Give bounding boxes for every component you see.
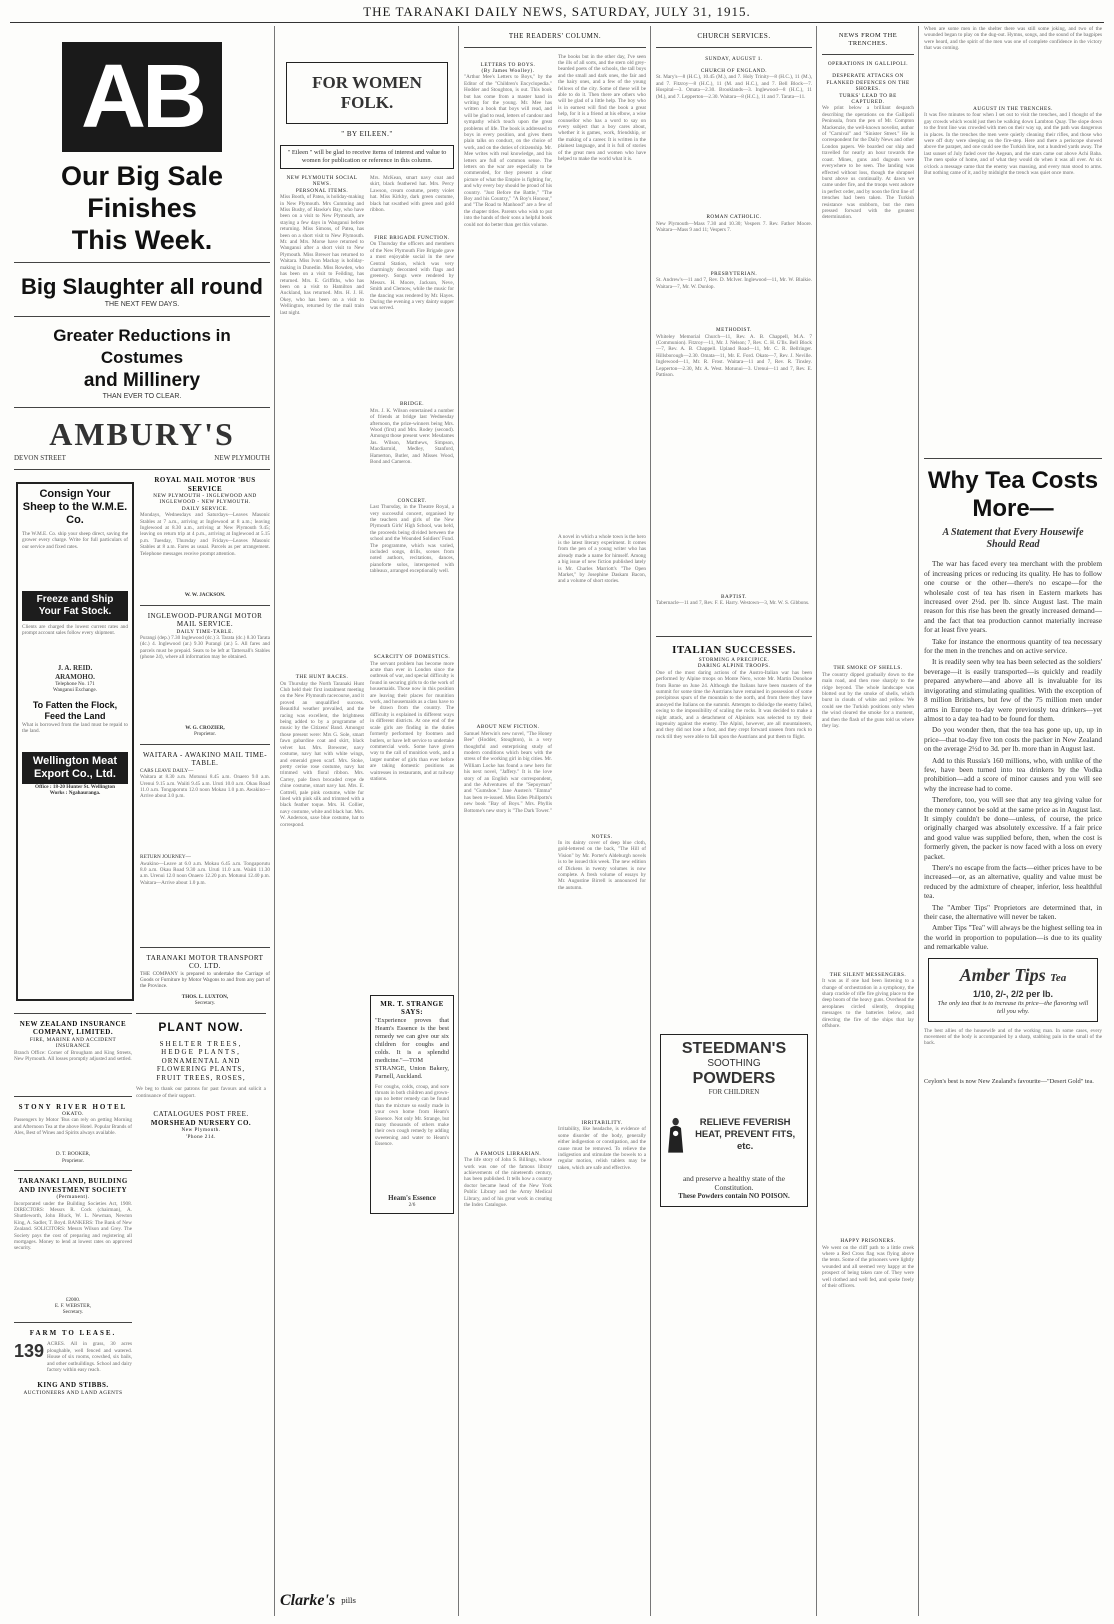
column-trenches: NEWS FROM THE TRENCHES. OPERATIONS IN GALLIPOLI. DESPERATE ATTACKS ON FLANKED DEFENCES ON THE SHORES. TURKS' LEAD TO BE CAPTURED. We print below a brilliant despatch describing the operations on the Gallipoli Peninsula, from the pen of Mr. Compton Mackenzie, the well-known novelist, author of "Carnival" and "Sinister Street." He is correspondent for the Daily News and other London papers. We boarded our ship and travelled for nearly an hour towards the coast. Mines, guns and dugouts were everywhere to be seen. The landing was effected without loss, though the shrapnel burst above us continually. At dawn we came under fire, and the troops went ashore in perfect order, and by noon the first line of trenches had been taken. The Turkish resistance was stubborn, but the men pressed forward with the greatest determination. THE SMOKE OF SHELLS. The country dipped gradually down to the main road, and then rose sharply to the ridge beyond. The whole landscape was blotted out by the smoke of shells, which burst in clouds of white and yellow. We could see the Turkish positions only when the wind cleared the smoke for a moment, and then the flash of the guns told us where they lay. THE SILENT MESSENGERS. It was as if one had been listening to a change of orchestration in a symphony, the sharp crackle of rifle fire giving place to the deep boom of the heavy guns. Overhead the aeroplanes circled silently, dropping messages to the batteries below, and directing the fire of the ships that lay offshore. HAPPY PRISONERS. We went on the cliff path to a little creek where a Red Cross flag was flying above the tents. Some of the prisoners were lightly wounded and all seemed very happy at the prospect of being taken care of. They were well clothed and well fed, and spoke freely of their officers.: [822, 32, 914, 1290]
waitara-cars-leave: CARS LEAVE DAILY—: [140, 767, 194, 774]
tea-para-3: It is readily seen why tea has been selected as the soldiers' beverage—it is easily transported—is quickly and readily prepared anywhere—and above all is invaluable for its invigorating and stimulating qualities. With the exception of 8 million Britishers, but few of the 75 million men under arms in Europe to-day were previously tea drinkers—yet almost to a day tea had to be found for them.: [924, 657, 1102, 723]
amber-tips-prices: 1/10, 2/-, 2/2 per lb.: [972, 988, 1054, 999]
women-title: FOR WOMEN FOLK.: [286, 62, 448, 124]
clarke-pills: pills: [341, 1597, 356, 1605]
plant-nursery: MORSHEAD NURSERY CO.: [150, 1118, 252, 1127]
clarke-name: Clarke's: [280, 1592, 336, 1609]
wme-office: Office : 18-20 Hunter St. Wellington: [35, 783, 115, 790]
transport-title: TARANAKI MOTOR TRANSPORT CO. LTD.: [146, 953, 264, 971]
readers-title: THE READERS' COLUMN.: [508, 32, 602, 40]
tea-august: AUGUST IN THE TRENCHES.: [973, 106, 1053, 112]
tea-title-text: Why Tea Costs More: [927, 467, 1099, 523]
ambury-sub-3: THE NEXT FEW DAYS.: [104, 301, 180, 308]
strange-ad: MR. T. STRANGE SAYS: "Experience proves that Heam's Essence is the best remedy we can give our six children for coughs and colds. It is a splendid medicine."—TOM STRANGE, Union Bakery, Parnell, Auckland. For coughs, colds, croup, and sore throats in both children and grown-ups no better remedy can be found than the mixture so easily made in your own home from Heam's Essence. Not only Mr. Strange, but many thousands of others make their own cough remedy by adding sweetening and water to Heam's Essence. Heam's Essence 2/6: [370, 995, 454, 1214]
insurance-sub: FIRE, MARINE AND ACCIDENT INSURANCE: [29, 1036, 117, 1050]
steedmans-preserve: and preserve a healthy state of the Constitution.: [682, 1174, 786, 1193]
readers-irritability: IRRITABILITY.: [581, 1119, 623, 1126]
italian-title: ITALIAN SUCCESSES.: [672, 643, 796, 656]
waitara-title: WAITARA - AWAKINO MAIL TIME-TABLE.: [142, 750, 268, 768]
clarke-pills-ad: [280, 1590, 454, 1612]
church-baptist: BAPTIST.: [721, 593, 747, 600]
ambury-street: DEVON STREET: [14, 454, 66, 462]
heams-name: Heam's Essence: [388, 1193, 436, 1202]
tea-title: [924, 467, 1102, 523]
column-divider: [816, 26, 817, 1616]
women-fire: FIRE BRIGADE FUNCTION.: [374, 235, 450, 241]
tea-para-9: Amber Tips "Tea" will always be the highest selling tea in the world in proportion to population—is due to its quality and remarkable value.: [924, 923, 1102, 952]
newspaper-masthead: THE TARANAKI DAILY NEWS, SATURDAY, JULY 31, 1915.: [363, 4, 751, 19]
land-society-secretary: E. F. WEBSTER,: [54, 1303, 92, 1310]
church-presbyterian: PRESBYTERIAN.: [710, 270, 758, 277]
royal-mail-title: ROYAL MAIL MOTOR 'BUS SERVICE: [154, 476, 256, 493]
tea-para-6: Therefore, too, you will see that any tea giving value for the money cannot be sold at the same price as in August last. It simply couldn't be done—unless, of course, the price originally charged was absolutely excessive. If a fair price and good value was supplied before, then, when the cost is formerly given, the packer is now faced with a loss on every packet.: [924, 795, 1102, 861]
tea-lead: A Statement that Every Housewife Should Read: [942, 527, 1084, 551]
tea-ceylon: Ceylon's best is now New Zealand's favourite—"Desert Gold" tea.: [924, 1077, 1094, 1085]
women-byline: " BY EILEEN.": [341, 130, 393, 138]
readers-librarian: A FAMOUS LIBRARIAN.: [474, 1150, 542, 1157]
plant-phone: 'Phone 214.: [186, 1133, 216, 1140]
amber-tips-ad: [928, 958, 1098, 1022]
women-concert: CONCERT.: [397, 497, 427, 504]
heams-price: 2/6: [408, 1202, 416, 1209]
strange-title: MR. T. STRANGE SAYS:: [380, 999, 444, 1017]
column-divider: [274, 26, 275, 1616]
amber-tips-tagline: The only tea that is to increase its price—the flavoring will tell you why.: [937, 999, 1089, 1015]
trenches-gallipoli: OPERATIONS IN GALLIPOLI.: [827, 61, 909, 67]
column-church: CHURCH SERVICES. SUNDAY, AUGUST 1. CHURCH OF ENGLAND. St. Mary's—8 (H.C.), 10.45 (M.), and 7. Holy Trinity—8 (H.C.), 11 (M.), and 7. Fitzroy—8 (H.C.), 11 (M. and H.C.), and 7. Bell Block—7. Hospital—3. Omata—2.30. Brooklands—3. Inglewood—8 (H.C.), 11 (M.), and 7. Lepperton—2.30. Waitara—8 (H.C.), 11 and 7. Tarata—11. ROMAN CATHOLIC. New Plymouth—Mass 7.30 and 10.30; Vespers 7. Rev. Father Moore. Waitara—Mass 9 and 11; Vespers 7. PRESBYTERIAN. St. Andrew's—11 and 7, Rev. D. McIver. Inglewood—11, Mr. W. Blaikie. Waitara—7, Mr. W. Dunlop. METHODIST. Whiteley Memorial Church—11, Rev. A. B. Chappell, M.A. 7 (Communion). Fitzroy—11, Mr. J. Nelson; 7, Rev. C. H. G'Ils. Bell Block—7, Rev. A. B. Chappell. Upland Road—11, Mr. C. R. Bellringer. Hillsborough—2.30. Omata—11, Mr. E. Ford. Okato—7, Rev. J. Neville. Inglewood—11, Mr. R. Frost. Waitara—11 and 7, Rev. R. Tinsley. Lepperton—2.30, Mr. A. West. Motunui—3. Urenui—11 and 7, Rev. E. Pattison. BAPTIST. Tabernacle—11 and 7, Rev. F. E. Harry. Westown—3, Mr. W. S. Gibbons. ITALIAN SUCCESSES. STORMING A PRECIPICE. DARING ALPINE TROOPS. One of the most daring actions of the Austro-Italian war has been performed by Alpine troops on Monte Nero, wrote Mr. Martin Donohoe from Rome on June 24. Although the Italians have been masters of the summit for some time the Austrians have remained in possession of some precipitous spurs of the mountain to the north, and from there they have annoyed the Italians on the summit. Attempts to dislodge the enemy failed, owing to the impossibility of scaling the rocks. It was decided to make a night attack, and a detachment of Alpinists was selected to try their ingenuity against the enemy. The Alpini, however, are all mountaineers, and they did not lose a foot, and they crept forward unseen from rock to rock till they were able to fall upon the Austrians and put them to flight. STEEDMAN'S SOOTHING POWDERS FOR CHILDREN RELIEVE FEVERISH HEAT, PREVENT FITS, etc. and preserve a healthy state of the Constitution. These Powders contain NO POISON.: [656, 26, 812, 1616]
ambury-address: [14, 454, 270, 463]
wme-phone: Telephone No. 171: [55, 681, 95, 687]
land-society-sub: (Permanent).: [56, 1194, 90, 1201]
land-society-title: TARANAKI LAND, BUILDING AND INVESTMENT SOCIETY: [18, 1177, 128, 1194]
inglewood-daily: DAILY TIME-TABLE.: [176, 628, 234, 635]
royal-mail-sub: NEW PLYMOUTH - INGLEWOOD AND INGLEWOOD - NEW PLYMOUTH.: [153, 493, 257, 506]
steedmans-no-poison: These Powders contain NO POISON.: [678, 1192, 790, 1201]
plant-hedge: HEDGE PLANTS,: [161, 1048, 241, 1057]
column-divider: [918, 26, 919, 1616]
inglewood-title: INGLEWOOD-PURANGI MOTOR MAIL SERVICE.: [147, 611, 263, 629]
church-methodist: METHODIST.: [716, 327, 752, 334]
women-personal: PERSONAL ITEMS.: [295, 187, 349, 194]
trenches-smoke: THE SMOKE OF SHELLS.: [833, 665, 903, 672]
wme-place: ARAMOHO.: [55, 672, 95, 681]
masthead-rule: [10, 22, 1104, 23]
women-bridge: BRIDGE.: [399, 401, 425, 408]
amber-tips-suffix: Tea: [1050, 971, 1067, 984]
wme-exchange: Wanganui Exchange.: [53, 687, 97, 694]
steedmans-name: STEEDMAN'S: [681, 1039, 787, 1057]
transport-body: THE COMPANY is prepared to undertake the Carriage of Goods or Furniture by Motor Wagons to and from any part of the Province.: [140, 970, 270, 990]
inglewood-role: Proprietor.: [193, 731, 217, 738]
amber-tips-brand: [934, 964, 1092, 989]
church-england: CHURCH OF ENGLAND.: [700, 67, 768, 74]
church-catholic: ROMAN CATHOLIC.: [706, 214, 762, 221]
tea-para-1: The war has faced every tea merchant with the problem of increasing prices or reducing its quality. He has to follow one course or the other—there's no escape—for the wholesale cost of tea has risen in Eastern markets has increased over 2½d. per lb. since August last. The main reason for this rise has been the greatly increased demand—and the fact that tea production cannot materially increase for at least five years.: [924, 559, 1102, 635]
stony-title: STONY RIVER HOTEL: [18, 1102, 128, 1111]
insurance-title: NEW ZEALAND INSURANCE COMPANY, LIMITED.: [19, 1019, 127, 1037]
wme-works: Works : Ngahauranga.: [49, 790, 101, 797]
trenches-messengers: THE SILENT MESSENGERS.: [829, 971, 907, 978]
column-divider: [650, 26, 651, 1616]
women-notice: " Eileen " will be glad to receive items of interest and value to women for publication or reference in this column.: [280, 145, 454, 169]
amber-tips-name: Amber Tips: [959, 964, 1046, 985]
steedmans-relieve: RELIEVE FEVERISH HEAT, PREVENT FITS, etc.: [695, 1117, 796, 1153]
plant-catalogue: CATALOGUES POST FREE.: [153, 1110, 249, 1119]
royal-mail-owner: W. W. JACKSON.: [184, 592, 226, 599]
plant-ornamental: ORNAMENTAL AND FLOWERING PLANTS,: [156, 1056, 246, 1074]
waitara-return: RETURN JOURNEY—: [140, 854, 191, 861]
plant-nursery-place: New Plymouth.: [181, 1127, 221, 1134]
trenches-title: NEWS FROM THE TRENCHES.: [838, 32, 898, 47]
land-society-role: Secretary.: [62, 1309, 84, 1316]
royal-mail-daily: DAILY SERVICE.: [181, 505, 229, 512]
women-scarcity: SCARCITY OF DOMESTICS.: [373, 654, 451, 661]
plant-fruit: FRUIT TREES, ROSES,: [156, 1073, 246, 1082]
tea-para-7: There's no escape from the facts—either prices have to be increased—or, as an alternative, quality and value must be reduced by the admixture of cheaper, inferior, less healthful tea.: [924, 863, 1102, 901]
inglewood-owner: W. G. CROZIER,: [185, 725, 225, 732]
steedmans-powders: POWDERS: [692, 1069, 776, 1087]
ambury-logo: AB: [62, 42, 222, 152]
steedmans-soothing: SOOTHING: [707, 1057, 761, 1069]
church-title: CHURCH SERVICES.: [697, 32, 771, 40]
tea-para-8: The "Amber Tips" Proprietors are determined that, in their case, the alternative will never be taken.: [924, 902, 1102, 922]
plant-shelter: SHELTER TREES,: [159, 1039, 243, 1048]
ambury-headline-5: and Millinery: [83, 369, 201, 391]
land-society-capital: £2000.: [65, 1296, 81, 1303]
wme-title: Consign Your Sheep to the W.M.E. Co.: [22, 488, 128, 526]
trenches-desperate: DESPERATE ATTACKS ON FLANKED DEFENCES ON THE SHORES.: [826, 73, 910, 93]
stony-owner: D. T. BOOKER,: [55, 1151, 91, 1158]
column-tea: When are some men in the shelter there was still some joking, and two of the wounded began to play on the dug-out. Hymns, songs, and the sound of the bagpipes were heard, and the spirit of the men was one of complete confidence in the victory that was coming. AUGUST IN THE TRENCHES. It was five minutes to four when I set out to visit the trenches, and I thought of the gay crowds which would just then be walking down Lambton Quay. The slope down to the front line was crowded with men on their way up, and the path was dangerous in places. In the trenches the men were quietly cleaning their rifles, and those who were off duty were sleeping on the fire-step. Here and there a periscope showed above the parapet, and one could see the Turkish line, not a hundred yards away. The last sunset of July faded over the Aegean, and the stars came out above Achi Baba. The men spoke of home, and of what they would do when it was all over. At six o'clock a message came that the enemy was massing, and every man stood to arms. But nothing came of it, and by midnight the trench was quiet once more. Why Tea Costs More— A Statement that Every Housewife Should Read The war has faced every tea merchant with the problem of increasing prices or reducing its quality. He has to follow one course or the other—there's no escape—for the wholesale cost of tea has risen in Eastern markets has increased over 2½d. per lb. since August last. The main reason for this rise has been the greatly increased demand—and the fact that tea production cannot materially increase for at least five years. Take for instance the enormous quantity of tea necessary for the men in the trenches and on active service. It is readily seen why tea has been selected as the soldiers' beverage—it is easily transported—is quickly and readily prepared anywhere—and above all is invaluable for its invigorating and stimulating qualities. With the exception of 8 million Britishers, but few of the 75 million men under arms in Europe to-day were previously tea drinkers—yet almost to a day tea had to be found for them. Do you wonder then, that the tea has gone up, up, up in price—that to-day five ton costs the packer in New Zealand on the average 2½d to 3d. per lb. more than in August last. Add to this Russia's 160 millions, who, with unlike of the few, have been turned into tea drinkers by the Vodka prohibition—add a score of minor causes and you will see why the increase had to come. Therefore, too, you will see that any tea giving value for the money cannot be sold at the same price as in August last. It simply couldn't be done—unless, of course, the price originally charged was absolutely excessive. If a fair price and good value was supplied before, then, when the cost is formerly given, the packer is now faced with a loss on every packet. There's no escape from the facts—either prices have to be increased—or, as an alternative, quality and value must be reduced by the admixture of cheaper, inferior, less healthful tea. The "Amber Tips" Proprietors are determined that, in their case, the alternative will never be taken. Amber Tips "Tea" will always be the highest selling tea in the world in proportion to population—is due to its quality and remarkable value. Amber Tips Tea 1/10, 2/-, 2/2 per lb. The only tea that is to increase its price—the flavoring will tell you why. The best allies of the housewife and of the working man. In some cases, every movement of the body is accompanied by a sharp, stabbing pain in the small of the back. Ceylon's best is now New Zealand's favourite—"Desert Gold" tea.: [924, 26, 1102, 1085]
tea-para-4: Do you wonder then, that the tea has gone up, up, up in price—that to-day five ton costs the packer in New Zealand on the average 2½d to 3d. per lb. more than in August last.: [924, 725, 1102, 754]
steedmans-ad: [660, 1034, 808, 1208]
ambury-name: AMBURY'S: [49, 416, 235, 452]
stony-place: OKATO.: [62, 1111, 84, 1117]
wme-fatten: To Fatten the Flock, Feed the Land: [32, 699, 118, 721]
wme-ad: Consign Your Sheep to the W.M.E. Co. The W.M.E. Co. ship your sheep direct, saving the grower every charge. Write for full particulars of our service and fixed rates. Freeze and Ship Your Fat Stock. Clients are charged the lowest current rates and prompt account sales follow every shipment. J. A. REID. ARAMOHO. Telephone No. 171 Wanganui Exchange. To Fatten the Flock, Feed the Land What is borrowed from the land must be repaid to the land. Wellington Meat Export Co., Ltd. Office : 18-20 Hunter St. Wellington Works : Ngahauranga.: [16, 482, 134, 1001]
women-social: NEW PLYMOUTH SOCIAL NEWS.: [286, 175, 358, 188]
farm-firm: KING AND STIBBS.: [37, 1381, 109, 1390]
readers-notes: NOTES.: [591, 833, 613, 840]
readers-letters: LETTERS TO BOYS.: [480, 61, 536, 68]
ambury-headline-1: Our Big Sale Finishes: [60, 161, 224, 223]
church-sunday: SUNDAY, AUGUST 1.: [705, 55, 763, 62]
trenches-turks: TURKS' LEAD TO BE CAPTURED.: [839, 92, 897, 106]
farm-title: FARM TO LEASE.: [29, 1328, 117, 1337]
transport-role: Secretary.: [194, 1000, 216, 1007]
tea-para-5: Add to this Russia's 160 millions, who, with unlike of the few, have been turned into tea drinkers by the Vodka prohibition—add a score of minor causes and you will see why the increase had to come.: [924, 755, 1102, 793]
transport-secretary: THOS. L. LUXTON,: [181, 993, 229, 1000]
column-ads-left: AB Our Big Sale Finishes This Week. Big Slaughter all round THE NEXT FEW DAYS. Greater Reductions in Costumes and Millinery THAN EVER TO CLEAR. AMBURY'S DEVON STREET NEW PLYMOUTH Consign Your Sheep to the W.M.E. Co. The W.M.E. Co. ship your sheep direct, saving the grower every charge. Write for full particulars of our service and fixed rates. Freeze and Ship Your Fat Stock. Clients are charged the lowest current rates and prompt account sales follow every shipment. J. A. REID. ARAMOHO. Telephone No. 171 Wanganui Exchange. To Fatten the Flock, Feed the Land What is borrowed from the land must be repaid to the land. Wellington Meat Export Co., Ltd. Office : 18-20 Hunter St. Wellington Works : Ngahauranga. ROYAL MAIL MOTOR 'BUS SERVICE NEW PLYMOUTH - INGLEWOOD AND INGLEWOOD - NEW PLYMOUTH. DAILY SERVICE. Mondays, Wednesdays and Saturdays—Leaves Masonic Stables at 7 a.m., arriving at Inglewood at 8 a.m.; leaving Inglewood at 8.30 a.m., arriving at New Plymouth 9.45; leaving on return trip at 4 p.m., arriving at Inglewood at 5.15 p.m. Tuesday, Thursday and Fridays—Leaves Masonic Stables at 8 a.m. Fares as usual. Parcels as per arrangement. Telephone messages receive prompt attention. W. W. JACKSON. INGLEWOOD-PURANGI MOTOR MAIL SERVICE. DAILY TIME-TABLE. Purangi (dep.) 7.30 Inglewood (dc.) 3. Tarata (dc.) 8.30 Tarata (dc.) 4. Inglewood (ar.) 9.30 Purangi (ar.) 5. All fares and parcels must be prepaid. Seats to be left at Tattersall's Stables (phone 24), where all information may be obtained. W. G. CROZIER, Proprietor. WAITARA - AWAKINO MAIL TIME-TABLE. CARS LEAVE DAILY— Waitara at 8.30 a.m. Motunui 8.45 a.m. Onaero 9.0 a.m. Urenui 9.15 a.m. Waiiti 9.45 a.m. Uruti 10.0 a.m. Okau Road 11.0 a.m. Tongaporutu 12.0 noon Mokau 1.0 p.m. Awakino—Arrive about 3.0 p.m. RETURN JOURNEY— Awakino—Leave at 6.0 a.m. Mokau 6.45 a.m. Tongaporutu 8.0 a.m. Okau Road 9.30 a.m. Uruti 11.0 a.m. Waiiti 11.30 a.m. Urenui 12.0 noon Onaero 12.20 p.m. Motunui 12.40 p.m. Waitara—Arrive about 1.0 p.m. TARANAKI MOTOR TRANSPORT CO. LTD. THE COMPANY is prepared to undertake the Carriage of Goods or Furniture by Motor Wagons to and from any part of the Province. THOS. L. LUXTON, Secretary. NEW ZEALAND INSURANCE COMPANY, LIMITED. FIRE, MARINE AND ACCIDENT INSURANCE Branch Office: Corner of Brougham and King Streets, New Plymouth. All losses promptly adjusted and settled. STONY RIVER HOTEL OKATO. Passengers by Motor 'Bus can rely on getting Morning and Afternoon Tea at the above Hotel. Popular Brands of Ales, Best of Wines and Spirits always available. D. T. BOOKER, Proprietor. TARANAKI LAND, BUILDING AND INVESTMENT SOCIETY (Permanent). Incorporated under the Building Societies Act, 1908. DIRECTORS: Messrs R. Cock (chairman), A. Shuttleworth, John Bluck, W. L. Newman, Newton King, A. Sadler, T. Boyd. BANKERS: The Bank of New Zealand. SOLICITORS: Messrs Wilson and Grey. The Society pays the cost of preparing and registering all mortgages. Money to lend at lowest rates on approved security. £2000. E. F. WEBSTER, Secretary. FARM TO LEASE. 139 ACRES. All in grass, 30 acres ploughable, well fenced and watered. House of six rooms, cowshed, six bails, and other outbuildings. School and dairy factory within easy reach. KING AND STIBBS. AUCTIONEERS AND LAND AGENTS PLANT NOW. SHELTER TREES, HEDGE PLANTS, ORNAMENTAL AND FLOWERING PLANTS, FRUIT TREES, ROSES, We beg to thank our patrons for past favours and solicit a continuance of their support. CATALOGUES POST FREE. MORSHEAD NURSERY CO. New Plymouth. 'Phone 214.: [14, 26, 270, 1616]
plant-title: PLANT NOW.: [158, 1019, 244, 1034]
tea-para-2: Take for instance the enormous quantity of tea necessary for the men in the trenches and on active service.: [924, 636, 1102, 656]
steedmans-for-children: FOR CHILDREN: [708, 1087, 760, 1096]
mother-and-child-illustration: [666, 1100, 685, 1170]
ambury-headline-4: Greater Reductions in Costumes: [53, 325, 231, 367]
ambury-town: NEW PLYMOUTH: [214, 454, 270, 462]
farm-firm-sub: AUCTIONEERS AND LAND AGENTS: [23, 1389, 123, 1396]
tea-title-dash: —: [1029, 495, 1054, 523]
column-women-folk: FOR WOMEN FOLK. " BY EILEEN." " Eileen " will be glad to receive items of interest and value to women for publication or reference in this column. NEW PLYMOUTH SOCIAL NEWS. PERSONAL ITEMS. Miss Booth, of Patea, is holiday-making in New Plymouth. Mrs Cumming and Miss Busby, of Hawke's Bay, who have been on a visit to New Plymouth, are staying a few days in Wanganui before returning. Miss Simons, of Patea, has been on a short visit to New Plymouth. Mr. and Mrs. Morse have returned to Wanganui after a short visit to New Plymouth. Miss Brewer has returned to Waitara. Miss Ivon Mackay is holiday-making in Dunedin. Miss Rowden, who has been on a visit to Feilding, has returned. Mrs. E. Griffiths, who has been on a visit to Hamilton and Auckland, has returned. Mrs. H. J. H. Okey, who has been on a visit to Wellington, returned by the mail train last night. THE HUNT RACES. On Thursday the North Taranaki Hunt Club held their first instalment meeting on the New Plymouth racecourse, and it proved an unqualified success. Beautiful weather prevailed, and the racing was excellent, the brightness being added to by a programme of music by the Citizens' Band. Amongst those present were: Mrs G. Sole, smart fawn gabardine coat and skirt, black velvet hat. Mrs. Brewster, navy costume, navy hat with white wings, and emerald green scarf. Mrs. Stoke, pretty cerise rose costume, navy hat trimmed with floral ribbon. Mrs. Carrey, pale fawn brocaded crepe de chine costume, smart navy hat. Mrs. E. Cottrell, pale pink costume, white fur lined with pink silk and trimmed with a black feather toque. Mrs. H. Collier, navy costume, white and black hat. Mrs. W. Anderson, saxe blue costume, hat to correspond. Mrs. McKean, smart navy coat and skirt, black feathered hat. Mrs. Percy Lawson, cream costume, pretty violet hat. Miss Kirkby, dark green costume, black hat swathed with green and gold ribbon. FIRE BRIGADE FUNCTION. On Thursday the officers and members of the New Plymouth Fire Brigade gave a most enjoyable social in the new Central Station, which was very charmingly decorated with flags and greenery. Songs were rendered by Messrs. H. Moore, Jackson, Neve, Smith and Clemow, while the music for the dancing was rendered by Mr. Hayes. During the evening a very dainty supper was served. BRIDGE. Mrs. J. K. Wilson entertained a number of friends at bridge last Wednesday afternoon, the prize-winners being Mrs. Wood (first) and Mrs. Rodey (second). Amongst those present were: Mesdames Jas. Wilson, Matthews, Simpson, Macdiarmid, Medley, Stanford, Hamerton, Butler, and Misses Wood, Bond and Cameron. CONCERT. Last Thursday, in the Theatre Royal, a very successful concert, organised by the teachers and girls of the New Plymouth Girls' High School, was held, the proceeds being divided between the school and the Wounded Soldiers' Fund. The programme, which was varied, included songs, drills, scenes from noted authors, recitations, dances, pianoforte solos, interspersed with tableaux, arranged exceptionally well. SCARCITY OF DOMESTICS. The servant problem has become more acute than ever in London since the outbreak of war, and special difficulty is found in securing girls to do the work of housemaids. Those now in this position are leaving their places for munition work, and housemaids as a class have to be drawn from the country. The difficulty is explained in different ways in different districts. At one end of the scale girls are finding in the duties formerly performed by footmen and butlers, or have left service to undertake commercial work. Some have given way to the call of munition work, and a larger number of girls than ever before are taking domestic positions as waitresses in restaurants, and at railway stations. MR. T. STRANGE SAYS: "Experience proves that Heam's Essence is the best remedy we can give our six children for coughs and colds. It is a splendid medicine."—TOM STRANGE, Union Bakery, Parnell, Auckland. For coughs, colds, croup, and sore throats in both children and grown-ups no better remedy can be found than the mixture so easily made in your own home from Heam's Essence. Not only Mr. Strange, but many thousands of others make their own cough remedy by adding sweetening and water to Heam's Essence. Heam's Essence 2/6: [280, 26, 454, 1616]
italian-storming: STORMING A PRECIPICE.: [698, 656, 770, 663]
trenches-prisoners: HAPPY PRISONERS.: [840, 1238, 896, 1245]
italian-daring: DARING ALPINE TROOPS.: [697, 663, 771, 670]
column-readers: THE READERS' COLUMN. LETTERS TO BOYS. (By James Woolley). "Arthur Mee's Letters to Boys," by the Editor of the "Children's Encyclopedia." Hodder and Stoughton, is out. This book but has come from a master hand in writing for the young. Mr. Mee has written a book that boys will read, and will be glad to read, letters of candour and sympathy which touch upon the great problems of life. The book is addressed to boys in every position, and gives them plain talks on conduct, on the choice of work, and on the duties of citizenship. Mr. Mee writes with real knowledge, and his letters are full of common sense. The letters on the war are especially to be commended, for they present a clear picture of what the Empire is fighting for, and why every boy should be proud of his country. "Just Before the Battle," "The Boy and his Country," "A Boy's Honour," and "The Road to Manhood" are a few of the chapter titles. Parents who wish to put into the hands of their sons a helpful book could not do better than get this volume. ABOUT NEW FICTION. Samuel Merwin's new novel, "The Honey Bee" (Hodder, Stoughton), is a very thoughtful and enterprising study of modern conditions which bears with the stress of the working girl in big cities. Mr. William Locke has found a new hero for his next novel, "Jaffery." It is the love story of an English war correspondent, and the Adventures of the "Sepoyman" and "Gumshoe." Jane Austen's "Emma" has been re-issued. Miss Eden Phillpotts's new book "Bay of Boys." Mrs. Phyllis Bottome's new story is "The Dark Tower." A FAMOUS LIBRARIAN. The life story of John S. Billings, whose work was one of the famous library achievements of the nineteenth century, has been published. It tells how a country doctor became head of the New York Public Library and the Army Medical Library, and of his great work in creating the Index Catalogue. The books but in the other day, I've seen the ills of all sorts, and the stern old grey-bearded poets of the schools, the tall boys and the small and dark ones, the fair and the hairy ones, and a few of the young fellows of the city. Some of these will be able to do it. Then there are others who will be glad of a little help. The boy who is in earnest will find the book a great help, for it is a friend at his elbow, a wise counsellor who has a word to say on every subject that a boy cares about, whether it is games, work, friendship, or the making of a career. It is written in the plainest language, and it is full of stories of the great men and women who have helped to make the world what it is. A novel in which a whole town is the hero is the latest literary experiment. It comes from the pen of a young writer who has already made a name for himself. Among a big issue of new fiction published lately is Mr. Charles Marriott's "The Open Market," by Josephine Daskam Bacon, and a volume of short stories. NOTES. In its dainty cover of deep blue cloth, gold-lettered on the back, "The Hill of Vision" by Mr. Porter's Aldeburgh novels is to be issued this week. The new edition of Dickens in twenty volumes is now complete. A fresh volume of essays by Mr. Augustine Birrell is announced for the autumn. IRRITABILITY. Irritability, like headache, is evidence of some disorder of the body, generally either indigestion or constipation, and the cause must be removed. To relieve the indigestion and stimulate the bowels to a regular motion, relish tablets may be taken, which are safe and effective.: [464, 32, 646, 1208]
ambury-headline-2: This Week.: [71, 225, 213, 255]
readers-fiction: ABOUT NEW FICTION.: [476, 724, 540, 731]
strange-body: "Experience proves that Heam's Essence is the best remedy we can give our six children for coughs and colds. It is a splendid medicine."—TOM STRANGE, Union Bakery, Parnell, Auckland.: [375, 1016, 449, 1080]
readers-author: (By James Woolley).: [481, 67, 535, 74]
wme-company: Wellington Meat Export Co., Ltd.: [22, 752, 128, 784]
ambury-headline-3: Big Slaughter all round: [20, 274, 263, 299]
farm-acres: 139: [14, 1341, 45, 1362]
wme-freeze: Freeze and Ship Your Fat Stock.: [22, 591, 128, 621]
column-divider: [458, 26, 459, 1616]
wme-agent: J. A. REID.: [57, 664, 93, 672]
women-hunt: THE HUNT RACES.: [295, 674, 349, 681]
ambury-sub-5: THAN EVER TO CLEAR.: [102, 392, 182, 400]
stony-role: Proprietor.: [61, 1157, 85, 1164]
